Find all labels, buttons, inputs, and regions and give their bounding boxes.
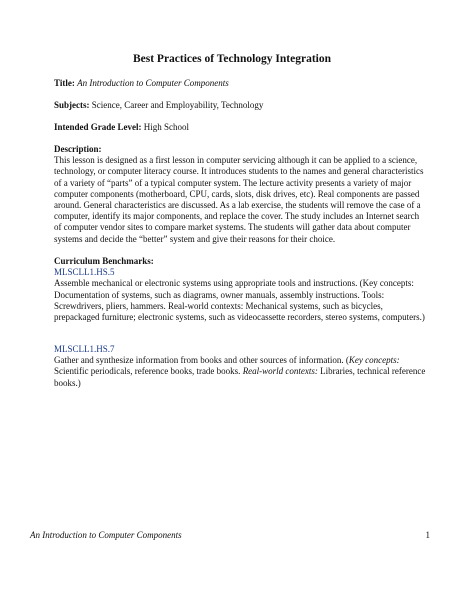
title-label: Title: xyxy=(54,78,75,88)
benchmark-text: Assemble mechanical or electronic systems using appropriate tools and instructions. (Key concepts: Documentation of systems, such as diagrams, owner manuals, assembly instructions. Tools: Screwdrivers, pliers, hammers. Real-world contexts: Mechanical systems, such as bicycles, prepackaged furniture; electronic systems, such as videocassette recorders, stereo systems, computers.) xyxy=(54,278,425,323)
title-field xyxy=(54,78,426,89)
title-value: An Introduction to Computer Components xyxy=(77,78,229,88)
description-text: This lesson is designed as a first lesson in computer servicing although it can be applied to a science, technology, or computer literacy course. It introduces students to the names and general characteristics of a variety of “parts” of a typical computer system. The lecture activity presents a variety of major computer components (motherboard, CPU, cards, slots, disk drives, etc). Real components are passed around. General characteristics are discussed. As a lab exercise, the students will remove the case of a computer, identify its major components, and replace the cover. The study includes an Internet search of computer vendor sites to compare market systems. The students will gather data about computer systems and decide the “better” system and give their reasons for their choice. xyxy=(54,155,424,244)
subjects-field xyxy=(54,100,426,111)
benchmark-text-part-2: Scientific periodicals, reference books, trade books. xyxy=(54,366,243,377)
benchmarks-section xyxy=(54,256,426,323)
description-heading: Description: xyxy=(54,144,102,154)
footer-title: An Introduction to Computer Components xyxy=(30,530,182,540)
grade-level-value: High School xyxy=(143,122,190,132)
page-footer xyxy=(30,530,430,541)
key-concepts-label: Key concepts: xyxy=(348,355,400,366)
grade-level-field xyxy=(54,122,426,133)
description-section xyxy=(54,144,426,245)
benchmark-item-2 xyxy=(54,344,426,389)
page-number: 1 xyxy=(425,530,430,540)
grade-level-label: Intended Grade Level: xyxy=(54,122,142,132)
benchmarks-heading: Curriculum Benchmarks: xyxy=(54,256,154,266)
benchmark-text-part-1: Gather and synthesize information from books and other sources of information. ( xyxy=(54,355,349,366)
subjects-label: Subjects: xyxy=(54,100,90,110)
benchmark-text-part-3: Libraries, technical reference books.) xyxy=(54,366,426,388)
real-world-label: Real-world contexts: xyxy=(242,366,318,377)
benchmark-code: MLSCLL1.HS.7 xyxy=(54,344,115,354)
benchmark-text xyxy=(54,355,426,389)
benchmark-code: MLSCLL1.HS.5 xyxy=(54,267,115,278)
document-title: Best Practices of Technology Integration xyxy=(132,53,332,65)
subjects-value: Science, Career and Employability, Technology xyxy=(91,100,264,110)
